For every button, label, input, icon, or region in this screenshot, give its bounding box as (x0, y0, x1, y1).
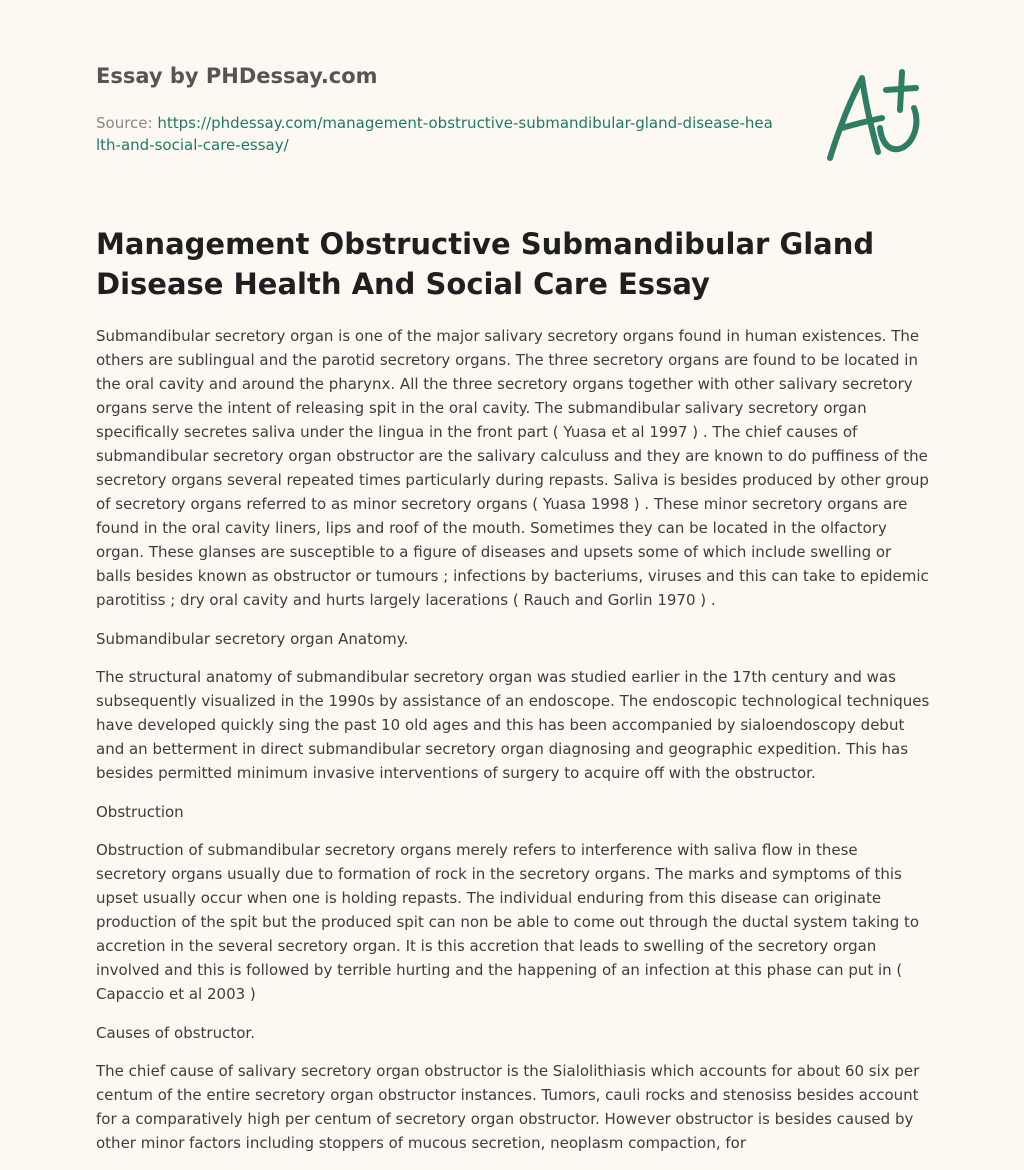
paragraph: Obstruction of submandibular secretory organs merely refers to interference with saliva flow in these secretory organs usually due to formation of rock in the secretory organs. The marks and symptoms of this upset usually occur when one is holding repasts. The individual enduring from this disease can originate production of the spit but the produced spit can non be able to come out through the ductal system taking to accretion in the several secretory organ. It is this accretion that leads to swelling of the secretory organ involved and this is followed by terrible hurting and the happening of an infection at this phase can put in ( Capaccio et al 2003 ) (96, 841, 920, 1003)
source-label: Source: (96, 114, 153, 132)
a-plus-logo-icon (820, 66, 930, 166)
section-heading: Submandibular secretory organ Anatomy. (96, 630, 409, 648)
paragraph: The structural anatomy of submandibular secretory organ was studied earlier in the 17th century and was subsequently visualized in the 1990s by assistance of an endoscope. The endoscopic technological techniques have developed quickly sing the past 10 old ages and this has been accompanied by sialoendoscopy debut and an betterment in direct submandibular secretory organ diagnosing and geographic expedition. This has besides permitted minimum invasive interventions of surgery to acquire off with the obstructor. (96, 668, 930, 782)
a-plus-logo (820, 66, 930, 166)
section-heading: Obstruction (96, 803, 184, 821)
paragraph: The chief cause of salivary secretory organ obstructor is the Sialolithiasis which accounts for about 60 six per centum of the entire secretory organ obstructor instances. Tumors, cauli rocks and stenosiss besides account for a comparatively high per centum of secretory organ obstructor. However obstructor is besides caused by other minor factors including stoppers of mucous secretion, neoplasm compaction, for (96, 1062, 920, 1152)
essay-body (96, 324, 930, 1170)
source-link[interactable]: https://phdessay.com/management-obstructive-submandibular-gland-disease-health-and-social-care-essay/ (96, 114, 773, 154)
essay-title: Management Obstructive Submandibular Gland Disease Health And Social Care Essay (96, 227, 875, 301)
section-heading: Causes of obstructor. (96, 1024, 255, 1042)
source-line (96, 112, 776, 156)
paragraph: Submandibular secretory organ is one of the major salivary secretory organs found in human existences. The others are sublingual and the parotid secretory organs. The three secretory organs are found to be located in the oral cavity and around the pharynx. All the three secretory organs together with other salivary secretory organs serve the intent of releasing spit in the oral cavity. The submandibular salivary secretory organ specifically secretes saliva under the lingua in the front part ( Yuasa et al 1997 ) . The chief causes of submandibular secretory organ obstructor are the salivary calculuss and they are known to do puffiness of the secretory organs several repeated times particularly during repasts. Saliva is besides produced by other group of secretory organs referred to as minor secretory organs ( Yuasa 1998 ) . These minor secretory organs are found in the oral cavity liners, lips and roof of the mouth. Sometimes they can be located in the olfactory organ. These glanses are susceptible to a figure of diseases and upsets some of which include swelling or balls besides known as obstructor or tumours ; infections by bacteriums, viruses and this can take to epidemic parotitiss ; dry oral cavity and hurts largely lacerations ( Rauch and Gorlin 1970 ) . (96, 327, 929, 609)
site-title: Essay by PHDessay.com (96, 64, 378, 88)
